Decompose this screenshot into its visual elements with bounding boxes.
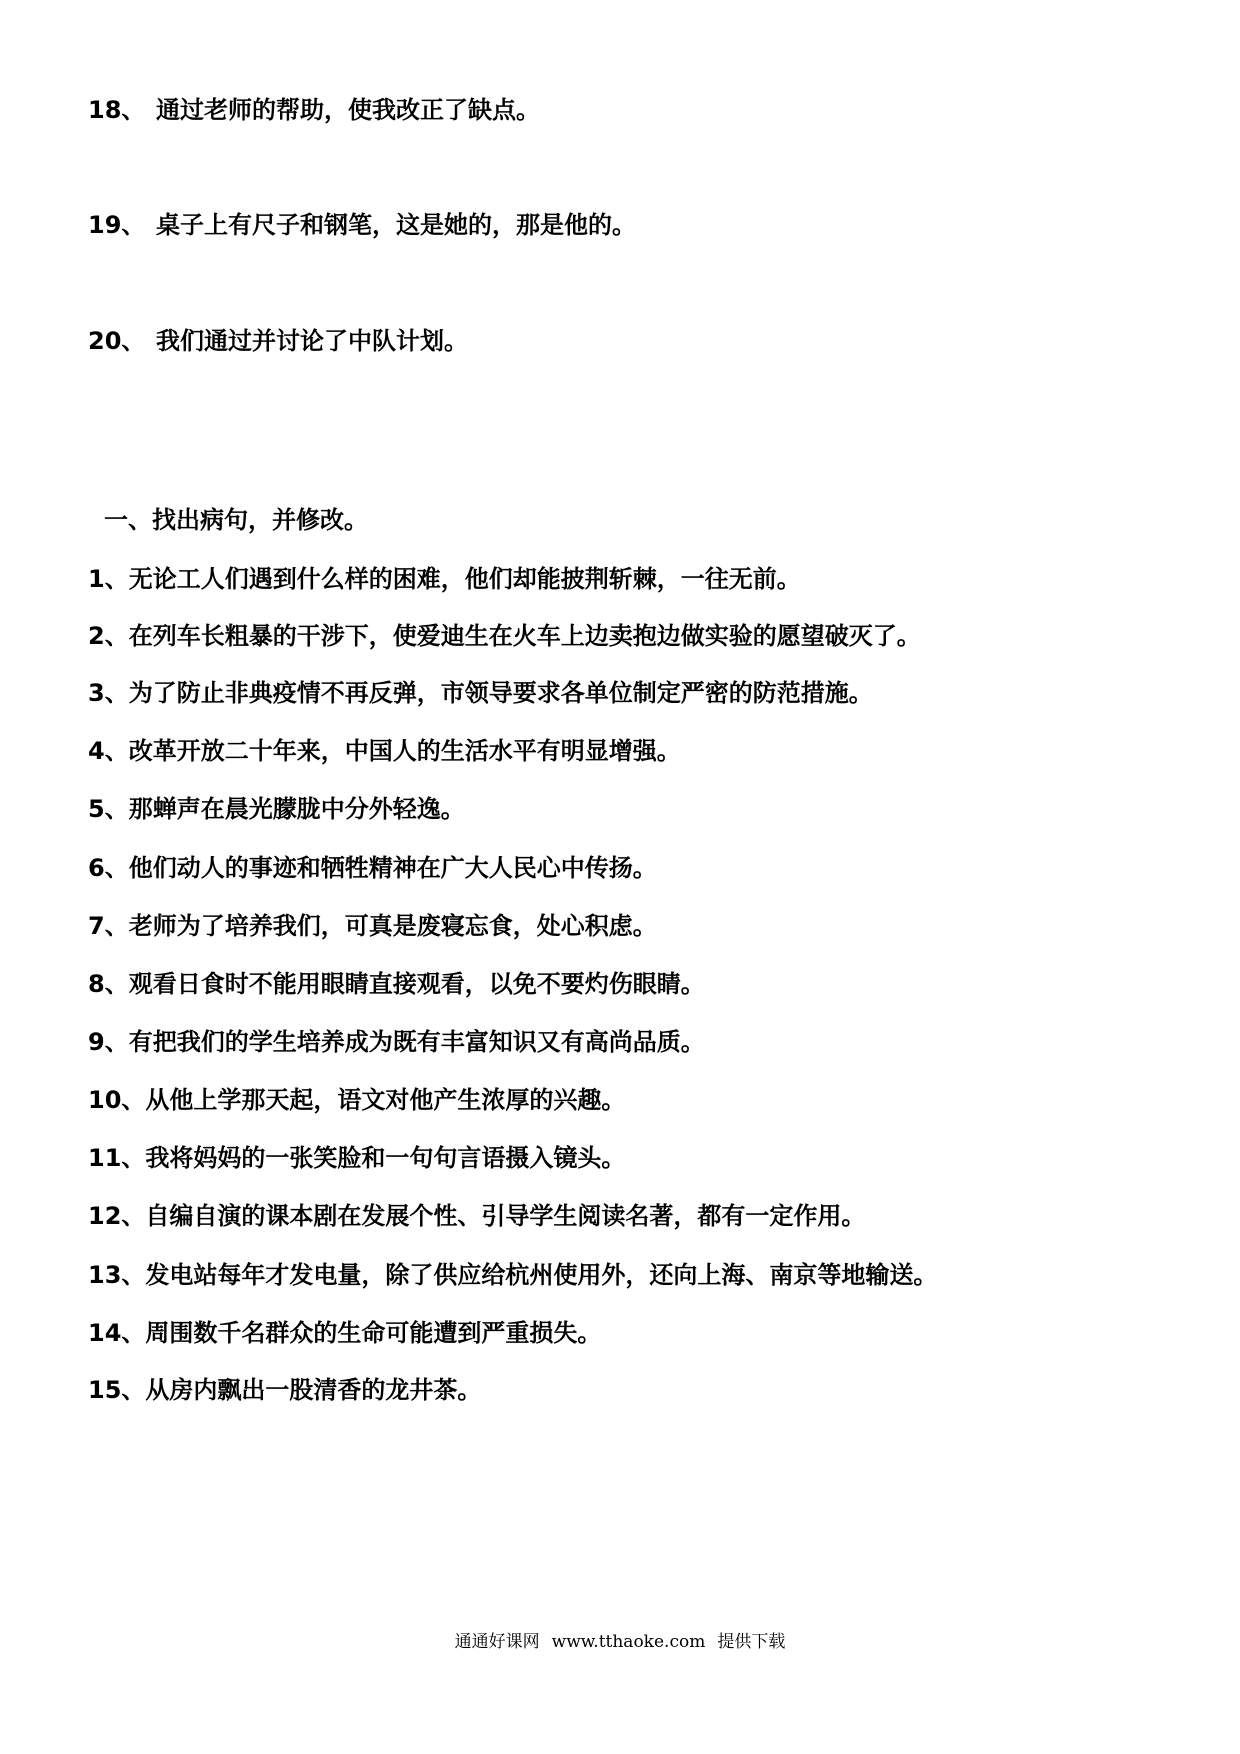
item-text: 从房内飘出一股清香的龙井茶。 <box>145 1376 482 1404</box>
item-number: 14、 <box>88 1319 146 1347</box>
item-number: 1、 <box>88 565 129 593</box>
item-number: 8、 <box>88 970 129 998</box>
list-item-8 <box>88 967 705 1001</box>
item-text: 观看日食时不能用眼睛直接观看，以免不要灼伤眼睛。 <box>128 970 705 998</box>
item-number: 9、 <box>88 1028 129 1056</box>
list-item-4 <box>88 734 681 768</box>
item-number: 2、 <box>88 622 129 650</box>
list-item-12 <box>88 1199 865 1233</box>
list-item-9 <box>88 1025 705 1059</box>
item-number: 3、 <box>88 679 129 707</box>
list-item-7 <box>88 909 657 943</box>
sentence-item-20 <box>88 324 468 358</box>
item-text: 有把我们的学生培养成为既有丰富知识又有高尚品质。 <box>128 1028 705 1056</box>
list-item-5 <box>88 792 465 826</box>
item-text: 周围数千名群众的生命可能遭到严重损失。 <box>145 1319 602 1347</box>
item-number: 6、 <box>88 854 129 882</box>
list-item-6 <box>88 851 657 885</box>
item-text: 无论工人们遇到什么样的困难，他们却能披荆斩棘，一往无前。 <box>128 565 801 593</box>
list-item-1 <box>88 562 801 596</box>
item-text: 自编自演的课本剧在发展个性、引导学生阅读名著，都有一定作用。 <box>145 1202 866 1230</box>
list-item-2 <box>88 619 921 653</box>
item-number: 15、 <box>88 1376 146 1404</box>
list-item-10 <box>88 1083 625 1117</box>
list-item-13 <box>88 1258 937 1292</box>
item-number: 19、 <box>88 211 146 239</box>
item-number: 18、 <box>88 96 146 124</box>
list-item-3 <box>88 676 873 710</box>
item-text: 桌子上有尺子和钢笔，这是她的，那是他的。 <box>156 211 636 239</box>
list-item-14 <box>88 1316 601 1350</box>
sentence-item-18 <box>88 93 540 127</box>
item-text: 改革开放二十年来，中国人的生活水平有明显增强。 <box>128 737 681 765</box>
item-text: 发电站每年才发电量，除了供应给杭州使用外，还向上海、南京等地输送。 <box>145 1261 938 1289</box>
item-text: 他们动人的事迹和牺牲精神在广大人民心中传扬。 <box>128 854 657 882</box>
item-number: 11、 <box>88 1144 146 1172</box>
item-number: 13、 <box>88 1261 146 1289</box>
item-number: 4、 <box>88 737 129 765</box>
footer-site-name: 通通好课网 <box>454 1632 540 1652</box>
item-number: 20、 <box>88 327 146 355</box>
item-number: 10、 <box>88 1086 146 1114</box>
item-text: 那蝉声在晨光朦胧中分外轻逸。 <box>128 795 465 823</box>
item-text: 我们通过并讨论了中队计划。 <box>156 327 468 355</box>
list-item-15 <box>88 1373 481 1407</box>
item-text: 在列车长粗暴的干涉下，使爱迪生在火车上边卖抱边做实验的愿望破灭了。 <box>128 622 921 650</box>
item-number: 5、 <box>88 795 129 823</box>
item-text: 老师为了培养我们，可真是废寝忘食，处心积虑。 <box>128 912 657 940</box>
list-item-11 <box>88 1141 625 1175</box>
sentence-item-19 <box>88 208 636 242</box>
item-text: 我将妈妈的一张笑脸和一句句言语摄入镜头。 <box>145 1144 626 1172</box>
footer-url: www.tthaoke.com <box>551 1632 706 1652</box>
item-text: 从他上学那天起，语文对他产生浓厚的兴趣。 <box>145 1086 626 1114</box>
section-heading: 一、找出病句，并修改。 <box>104 506 368 534</box>
item-number: 7、 <box>88 912 129 940</box>
footer-suffix: 提供下载 <box>717 1632 786 1652</box>
page-footer <box>0 1630 1240 1654</box>
item-number: 12、 <box>88 1202 146 1230</box>
item-text: 为了防止非典疫情不再反弹，市领导要求各单位制定严密的防范措施。 <box>128 679 873 707</box>
item-text: 通过老师的帮助，使我改正了缺点。 <box>156 96 540 124</box>
